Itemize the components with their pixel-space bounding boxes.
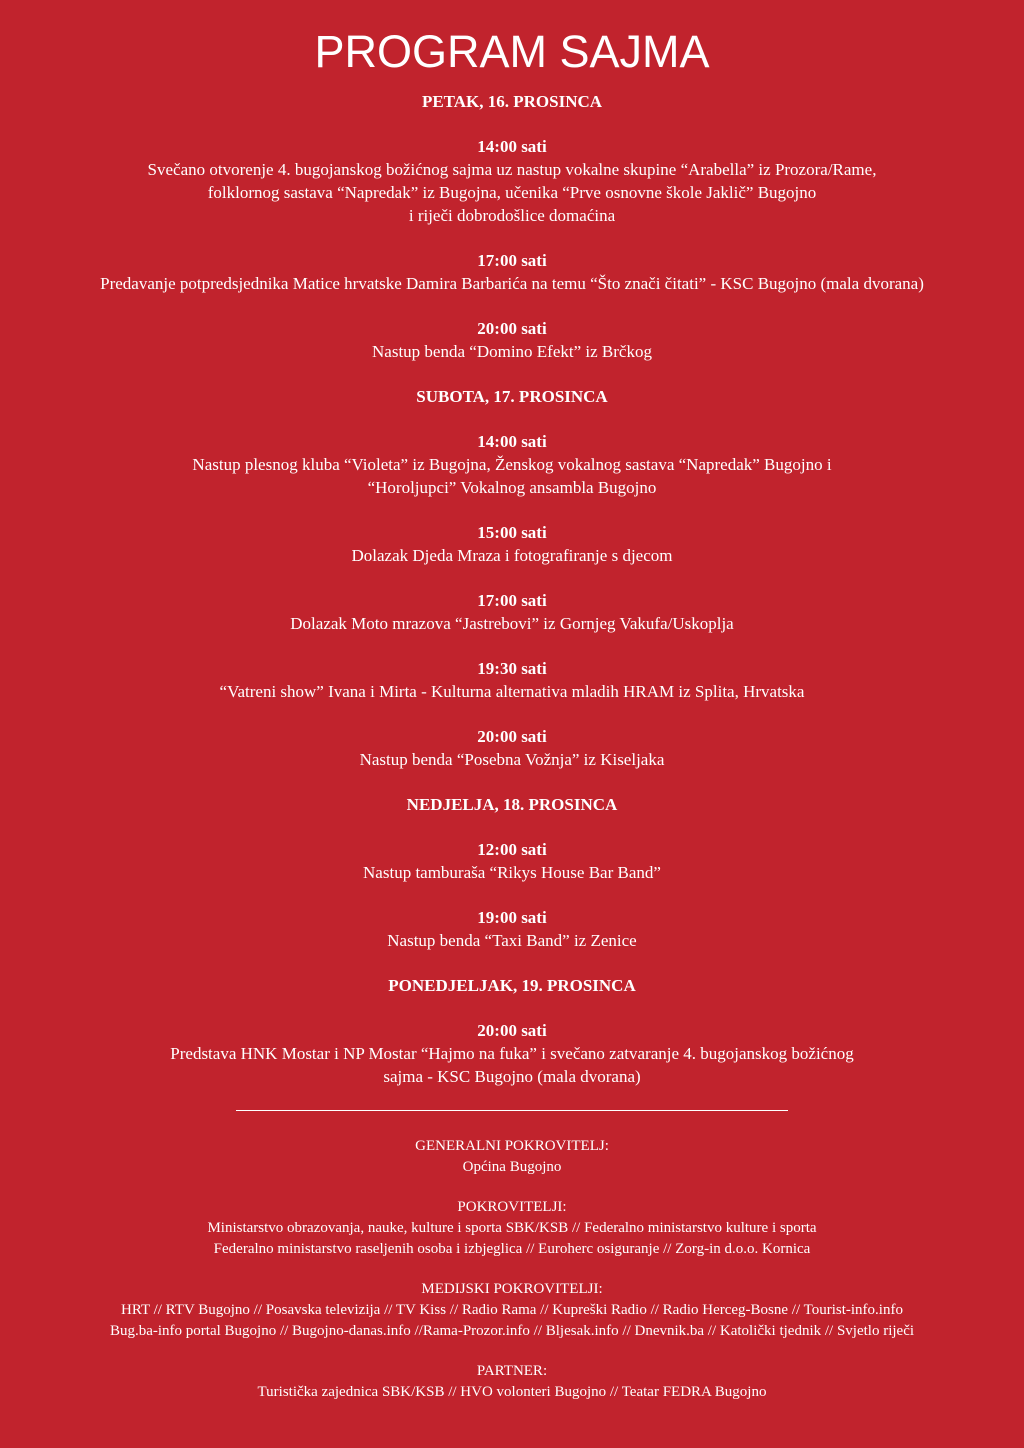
event-description <box>0 272 1024 295</box>
event-time: 19:30 sati <box>477 659 547 678</box>
event-item <box>0 906 1024 952</box>
event-description <box>0 158 1024 227</box>
day-heading: PETAK, 16. PROSINCA <box>421 92 603 111</box>
event-description <box>0 1042 1024 1088</box>
sponsor-block <box>0 1279 1024 1342</box>
day-section <box>0 793 1024 952</box>
sponsor-block <box>0 1197 1024 1260</box>
event-description-line: folklornog sastava “Napredak” iz Bugojna, učenika “Prve osnovne škole Jaklič” Bugojno <box>207 183 817 202</box>
sponsor-line: HRT // RTV Bugojno // Posavska televizija // TV Kiss // Radio Rama // Kupreški Radio // Radio Herceg-Bosne // Tourist-info.info <box>121 1302 903 1318</box>
event-description-line: Nastup plesnog kluba “Violeta” iz Bugojna, Ženskog vokalnog sastava “Napredak” Bugojno i <box>192 455 832 474</box>
event-time: 14:00 sati <box>477 432 547 451</box>
event-time: 20:00 sati <box>477 319 547 338</box>
event-item <box>0 1019 1024 1088</box>
event-description <box>0 929 1024 952</box>
sponsor-line: Bug.ba-info portal Bugojno // Bugojno-danas.info //Rama-Prozor.info // Bljesak.info // Dnevnik.ba // Katolički tjednik // Svjetlo riječi <box>109 1323 915 1339</box>
event-description-line: Svečano otvorenje 4. bugojanskog božićnog sajma uz nastup vokalne skupine “Arabella” iz Prozora/Rame, <box>147 160 877 179</box>
sponsor-heading: PARTNER: <box>476 1363 548 1379</box>
day-heading: PONEDJELJAK, 19. PROSINCA <box>388 976 636 995</box>
event-description <box>0 340 1024 363</box>
day-heading: SUBOTA, 17. PROSINCA <box>416 387 608 406</box>
day-section <box>0 385 1024 771</box>
event-description-line: Nastup benda “Posebna Vožnja” iz Kiseljaka <box>359 750 665 769</box>
event-item <box>0 838 1024 884</box>
sponsor-line: Turistička zajednica SBK/KSB // HVO volonteri Bugojno // Teatar FEDRA Bugojno <box>257 1384 767 1400</box>
event-time: 14:00 sati <box>477 137 547 156</box>
sponsor-block <box>0 1361 1024 1403</box>
event-description-line: Predstava HNK Mostar i NP Mostar “Hajmo na fuka” i svečano zatvaranje 4. bugojanskog božićnog <box>170 1044 854 1063</box>
event-item <box>0 135 1024 227</box>
event-item <box>0 317 1024 363</box>
event-description <box>0 861 1024 884</box>
event-description <box>0 612 1024 635</box>
sponsor-line: Federalno ministarstvo raseljenih osoba i izbjeglica // Euroherc osiguranje // Zorg-in d.o.o. Kornica <box>213 1241 811 1257</box>
event-time: 17:00 sati <box>477 591 547 610</box>
event-description-line: Predavanje potpredsjednika Matice hrvatske Damira Barbarića na temu “Što znači čitati” - KSC Bugojno (mala dvorana) <box>100 274 924 293</box>
event-description-line: Nastup benda “Taxi Band” iz Zenice <box>387 931 637 950</box>
day-heading: NEDJELJA, 18. PROSINCA <box>406 795 618 814</box>
sponsor-heading: POKROVITELJI: <box>457 1199 567 1215</box>
event-description-line: “Horoljupci” Vokalnog ansambla Bugojno <box>367 478 657 497</box>
event-time: 12:00 sati <box>477 840 547 859</box>
event-description <box>0 453 1024 499</box>
event-time: 15:00 sati <box>477 523 547 542</box>
event-description-line: Nastup tamburaša “Rikys House Bar Band” <box>363 863 661 882</box>
event-description <box>0 544 1024 567</box>
event-time: 17:00 sati <box>477 251 547 270</box>
event-description-line: i riječi dobrodošlice domaćina <box>408 206 616 225</box>
event-time: 20:00 sati <box>477 727 547 746</box>
event-time: 20:00 sati <box>477 1021 547 1040</box>
event-description-line: Dolazak Djeda Mraza i fotografiranje s djecom <box>351 546 673 565</box>
event-item <box>0 657 1024 703</box>
page-title: PROGRAM SAJMA <box>314 26 710 77</box>
event-description <box>0 680 1024 703</box>
divider <box>236 1110 788 1111</box>
sponsor-heading: GENERALNI POKROVITELJ: <box>415 1138 609 1154</box>
event-item <box>0 725 1024 771</box>
sponsor-line: Ministarstvo obrazovanja, nauke, kulture i sporta SBK/KSB // Federalno ministarstvo kulture i sporta <box>207 1220 817 1236</box>
event-item <box>0 249 1024 295</box>
event-description-line: sajma - KSC Bugojno (mala dvorana) <box>383 1067 641 1086</box>
event-description-line: Nastup benda “Domino Efekt” iz Brčkog <box>372 342 652 361</box>
event-time: 19:00 sati <box>477 908 547 927</box>
sponsors-section <box>0 1136 1024 1403</box>
event-item <box>0 589 1024 635</box>
event-description-line: Dolazak Moto mrazova “Jastrebovi” iz Gornjeg Vakufa/Uskoplja <box>290 614 734 633</box>
day-section <box>0 90 1024 363</box>
event-item <box>0 430 1024 499</box>
event-description-line: “Vatreni show” Ivana i Mirta - Kulturna alternativa mladih HRAM iz Splita, Hrvatska <box>219 682 805 701</box>
event-item <box>0 521 1024 567</box>
program-schedule <box>0 90 1024 1088</box>
sponsor-line: Općina Bugojno <box>462 1159 562 1175</box>
sponsor-heading: MEDIJSKI POKROVITELJI: <box>421 1281 603 1297</box>
event-description <box>0 748 1024 771</box>
sponsor-block <box>0 1136 1024 1178</box>
day-section <box>0 974 1024 1088</box>
